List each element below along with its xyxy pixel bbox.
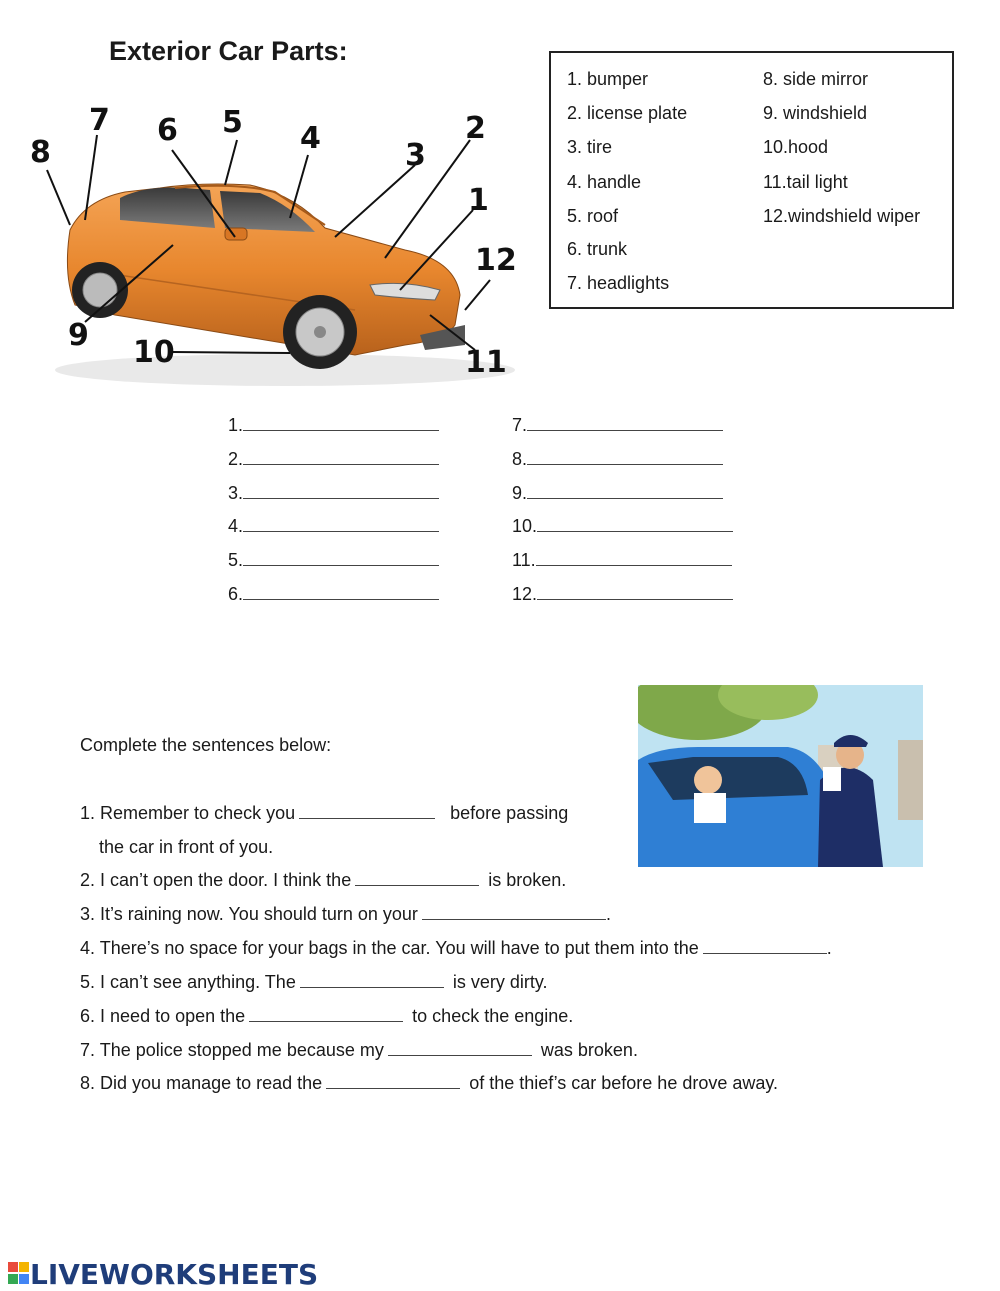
callout-9: 9 xyxy=(68,318,89,353)
logo-icon xyxy=(8,1262,30,1286)
sentence-text: It’s raining now. You should turn on your xyxy=(100,904,418,924)
sentence-number: 6. xyxy=(80,1006,96,1026)
word-bank-item: 9. windshield xyxy=(763,103,868,123)
sentence-blank[interactable] xyxy=(422,905,606,920)
answer-number: 11. xyxy=(512,550,536,570)
answer-blank[interactable] xyxy=(527,482,723,499)
sentence-text: I can’t see anything. The xyxy=(100,972,296,992)
sentence-number: 4. xyxy=(80,938,96,958)
word-bank-item: 4. handle xyxy=(567,172,642,192)
answer-number: 8. xyxy=(512,449,528,469)
callout-11: 11 xyxy=(465,345,507,380)
word-bank-item: 5. roof xyxy=(567,206,619,226)
word-bank-item: 1. bumper xyxy=(567,69,649,89)
sentence-text: Remember to check you xyxy=(100,803,296,823)
answer-blank[interactable] xyxy=(527,414,723,431)
word-bank-item: 10.hood xyxy=(763,137,829,157)
instructions: Complete the sentences below: xyxy=(80,735,332,755)
sentence-text: . xyxy=(605,904,611,924)
sentence-5 xyxy=(80,972,548,993)
word-bank-item: 7. headlights xyxy=(567,273,670,293)
answer-blank[interactable] xyxy=(527,448,723,465)
answer-blank[interactable] xyxy=(243,583,439,600)
answer-number: 2. xyxy=(228,449,244,469)
sentence-6 xyxy=(80,1006,573,1027)
sentence-blank[interactable] xyxy=(299,804,435,819)
answer-number: 7. xyxy=(512,415,528,435)
answer-number: 1. xyxy=(228,415,244,435)
word-bank-item: 6. trunk xyxy=(567,239,628,259)
sentence-text: The police stopped me because my xyxy=(99,1040,384,1060)
answer-blank[interactable] xyxy=(537,515,733,532)
answer-number: 9. xyxy=(512,483,528,503)
car-diagram xyxy=(25,100,530,392)
sentence-text: the car in front of you. xyxy=(99,837,274,857)
word-bank-item: 11.tail light xyxy=(763,172,848,192)
sentence-3 xyxy=(80,904,611,925)
sentence-4 xyxy=(80,938,832,959)
sentence-number: 3. xyxy=(80,904,96,924)
sentence-text: . xyxy=(826,938,832,958)
word-bank xyxy=(549,51,954,309)
page-title: Exterior Car Parts: xyxy=(109,36,348,66)
answer-number: 12. xyxy=(512,584,538,604)
sentence-number: 8. xyxy=(80,1073,96,1093)
word-bank-item: 12.windshield wiper xyxy=(763,206,921,226)
answer-blank[interactable] xyxy=(536,549,732,566)
callout-8: 8 xyxy=(30,135,51,170)
sentence-number: 5. xyxy=(80,972,96,992)
sentence-text: before passing xyxy=(450,803,569,823)
sentence-number: 2. xyxy=(80,870,96,890)
answer-blank[interactable] xyxy=(243,515,439,532)
callout-1: 1 xyxy=(468,183,489,218)
callout-5: 5 xyxy=(222,105,243,140)
sentence-blank[interactable] xyxy=(703,939,827,954)
sentence-text: There’s no space for your bags in the car. You will have to put them into the xyxy=(99,938,699,958)
answer-row xyxy=(512,414,723,436)
answer-number: 10. xyxy=(512,516,538,536)
callout-7: 7 xyxy=(89,103,110,138)
answer-blank[interactable] xyxy=(243,482,439,499)
answer-row xyxy=(228,583,439,605)
callout-6: 6 xyxy=(157,113,178,148)
sentence-blank[interactable] xyxy=(300,973,444,988)
answer-row xyxy=(512,549,732,571)
callout-12: 12 xyxy=(475,243,517,278)
sentence-text: I can’t open the door. I think the xyxy=(100,870,352,890)
sentence-2 xyxy=(80,870,566,891)
answer-blank[interactable] xyxy=(243,549,439,566)
sentence-text: to check the engine. xyxy=(412,1006,574,1026)
liveworksheets-logo[interactable] xyxy=(8,1258,318,1290)
police-stop-illustration xyxy=(638,685,923,867)
answer-row xyxy=(228,482,439,504)
callout-2: 2 xyxy=(465,111,486,146)
sentence-text: is very dirty. xyxy=(452,972,548,992)
sentence-7 xyxy=(80,1040,638,1061)
answer-row xyxy=(512,515,733,537)
word-bank-item: 8. side mirror xyxy=(763,69,869,89)
answer-row xyxy=(228,549,439,571)
sentence-text: was broken. xyxy=(540,1040,638,1060)
sentence-blank[interactable] xyxy=(355,871,479,886)
sentence-text: I need to open the xyxy=(100,1006,246,1026)
answer-number: 4. xyxy=(228,516,244,536)
answer-row xyxy=(512,583,733,605)
sentence-number: 7. xyxy=(80,1040,96,1060)
sentence-number: 1. xyxy=(80,803,96,823)
answer-row xyxy=(512,448,723,470)
sentence-blank[interactable] xyxy=(326,1074,460,1089)
answer-blank[interactable] xyxy=(537,583,733,600)
answer-row xyxy=(228,448,439,470)
answer-row xyxy=(228,515,439,537)
answer-number: 3. xyxy=(228,483,244,503)
sentence-8 xyxy=(80,1073,778,1094)
callout-4: 4 xyxy=(300,121,321,156)
sentence-text: of the thief’s car before he drove away. xyxy=(469,1073,779,1093)
sentence-1 xyxy=(80,803,568,824)
sentence-blank[interactable] xyxy=(249,1007,403,1022)
sentence-1-continued xyxy=(99,837,273,858)
logo-text: LIVEWORKSHEETS xyxy=(30,1257,319,1291)
callout-3: 3 xyxy=(405,138,426,173)
word-bank-item: 3. tire xyxy=(567,137,613,157)
sentence-blank[interactable] xyxy=(388,1041,532,1056)
answer-number: 6. xyxy=(228,584,244,604)
answer-blank[interactable] xyxy=(243,448,439,465)
answer-row xyxy=(228,414,439,436)
answer-number: 5. xyxy=(228,550,244,570)
callout-10: 10 xyxy=(133,335,175,370)
word-bank-item: 2. license plate xyxy=(567,103,688,123)
answer-blank[interactable] xyxy=(243,414,439,431)
answer-row xyxy=(512,482,723,504)
sentence-text: is broken. xyxy=(488,870,567,890)
sentence-text: Did you manage to read the xyxy=(100,1073,323,1093)
